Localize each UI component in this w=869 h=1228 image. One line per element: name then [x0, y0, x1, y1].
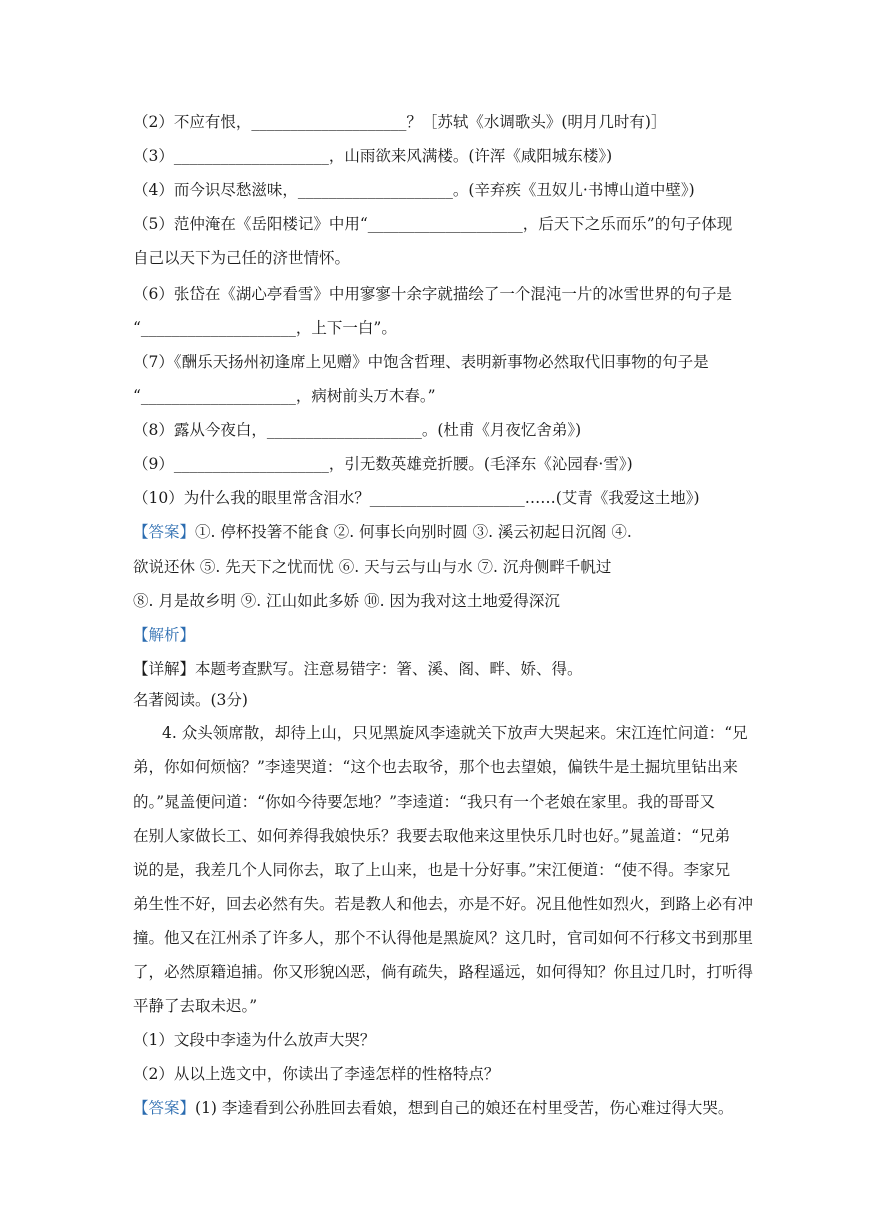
- question-line-8: （8）露从今夜白，____________________。(杜甫《月夜忆舍弟》): [133, 421, 582, 439]
- answer2-line: [133, 1098, 733, 1118]
- passage-line-1: 4. 众头领席散，却待上山，只见黑旋风李逵就关下放声大哭起来。宋江连忙问道：“兄: [162, 724, 748, 742]
- question-line-9: （9）____________________，引无数英雄竞折腰。(毛泽东《沁园春·雪》): [133, 455, 633, 473]
- answer-label: 【答案】: [133, 523, 196, 541]
- passage-line-2: 弟，你如何烦恼？”李逵哭道：“这个也去取爷，那个也去望娘，偏铁牛是土掘坑里钻出来: [133, 758, 738, 776]
- answer2-label: 【答案】: [133, 1099, 196, 1117]
- sub-question-1: （1）文段中李逵为什么放声大哭？: [133, 1031, 376, 1049]
- answer-line-2: 欲说还休 ⑤. 先天下之忧而忧 ⑥. 天与云与山与水 ⑦. 沉舟侧畔千帆过: [133, 558, 612, 576]
- answer-line-1: [133, 522, 632, 542]
- passage-line-8: 了，必然原籍追捕。你又形貌凶恶，倘有疏失，路程遥远，如何得知？你且过几时，打听得: [133, 963, 754, 981]
- question-line-6a: （6）张岱在《湖心亭看雪》中用寥寥十余字就描绘了一个混沌一片的冰雪世界的句子是: [133, 285, 732, 303]
- sub-question-2: （2）从以上选文中，你读出了李逵怎样的性格特点？: [133, 1065, 500, 1083]
- passage-line-4: 在别人家做长工、如何养得我娘快乐？我要去取他来这里快乐几时也好。”晁盖道：“兄弟: [133, 827, 731, 845]
- question-line-3: （3）____________________，山雨欲来风满楼。(许浑《咸阳城东楼》): [133, 147, 613, 165]
- question-line-2: （2）不应有恨，____________________？［苏轼《水调歌头》(明月几时有)］: [133, 113, 667, 131]
- answer2-text: (1) 李逵看到公孙胜回去看娘，想到自己的娘还在村里受苦，伤心难过得大哭。: [195, 1099, 734, 1117]
- question-line-5a: （5）范仲淹在《岳阳楼记》中用“____________________，后天下之乐而乐”的句子体现: [133, 215, 733, 233]
- detail-line: 【详解】本题考查默写。注意易错字：箸、溪、阁、畔、娇、得。: [133, 660, 583, 678]
- question-line-6b: “____________________，上下一白”。: [133, 319, 397, 337]
- passage-line-5: 说的是，我差几个人同你去，取了上山来，也是十分好事。”宋江便道：“使不得。李家兄: [133, 861, 731, 879]
- passage-line-6: 弟生性不好，回去必然有失。若是教人和他去，亦是不好。况且他性如烈火，到路上必有冲: [133, 895, 754, 913]
- passage-line-9: 平静了去取未迟。”: [133, 997, 258, 1015]
- passage-line-7: 撞。他又在江州杀了许多人，那个不认得他是黑旋风？这几时，官司如何不行移文书到那里: [133, 929, 754, 947]
- analysis-label: 【解析】: [133, 626, 196, 644]
- question-line-5b: 自己以天下为己任的济世情怀。: [133, 249, 351, 267]
- question-line-7a: （7）《酬乐天扬州初逢席上见赠》中饱含哲理、表明新事物必然取代旧事物的句子是: [133, 353, 709, 371]
- section-heading: 名著阅读。(3分): [133, 691, 248, 709]
- question-line-4: （4）而今识尽愁滋味，____________________。(辛弃疾《丑奴儿·书博山道中壁》): [133, 181, 695, 199]
- passage-line-3: 的。”晁盖便问道：“你如今待要怎地？”李逵道：“我只有一个老娘在家里。我的哥哥又: [133, 793, 715, 811]
- question-line-7b: “____________________，病树前头万木春。”: [133, 387, 436, 405]
- answer-line-3: ⑧. 月是故乡明 ⑨. 江山如此多娇 ⑩. 因为我对这土地爱得深沉: [133, 592, 560, 610]
- question-line-10: （10）为什么我的眼里常含泪水？____________________……(艾青《我爱这土地》): [133, 489, 700, 507]
- answer-text-1: ①. 停杯投箸不能食 ②. 何事长向别时圆 ③. 溪云初起日沉阁 ④.: [195, 523, 632, 541]
